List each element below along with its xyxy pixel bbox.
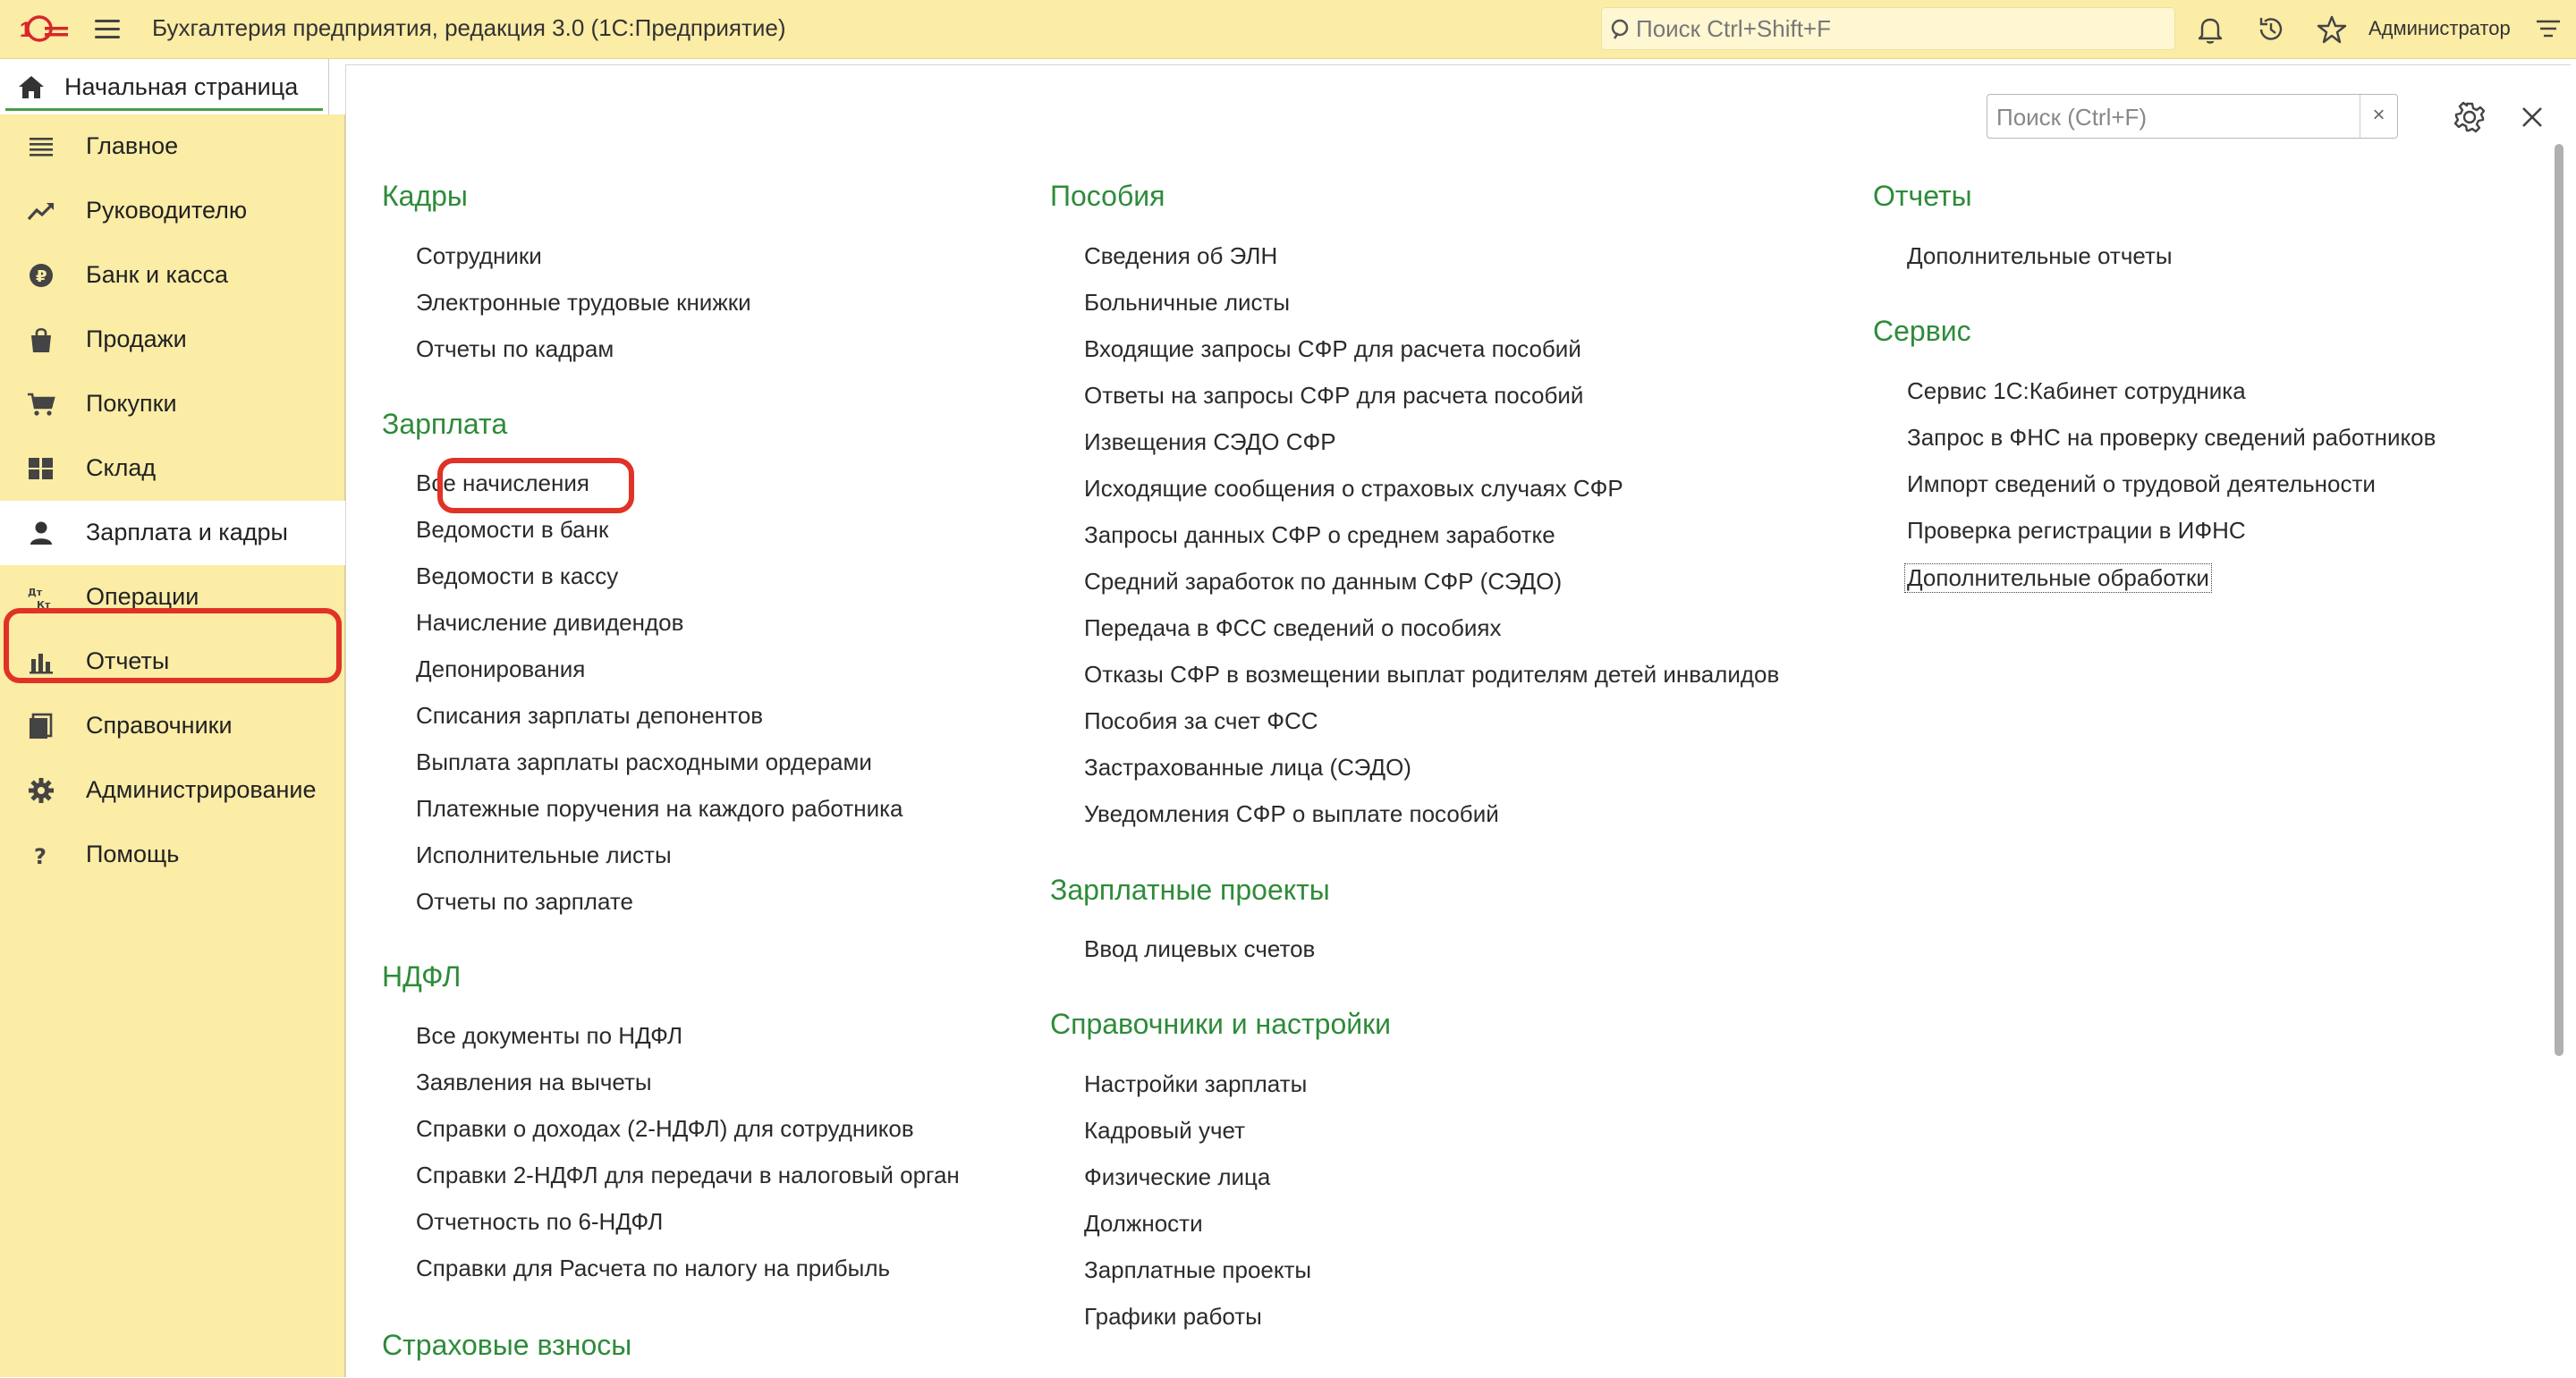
link-elektronnye-trudovye-knizhki[interactable]: Электронные трудовые книжки <box>416 289 751 316</box>
1c-logo-icon <box>13 13 70 45</box>
link-zarplatnye-proekty[interactable]: Зарплатные проекты <box>1084 1256 1312 1283</box>
link-svedeniya-eln[interactable]: Сведения об ЭЛН <box>1084 242 1278 269</box>
sidebar-item-directories[interactable] <box>0 694 345 758</box>
link-otchetnost-6ndfl[interactable]: Отчетность по 6-НДФЛ <box>416 1208 664 1235</box>
link-vedomosti-v-bank[interactable]: Ведомости в банк <box>416 516 609 543</box>
sidebar-item-label: Склад <box>86 454 157 481</box>
link-iskhodyashchie-soobshcheniya[interactable]: Исходящие сообщения о страховых случаях СФР <box>1084 475 1623 502</box>
link-zaprosy-dannykh-sfr[interactable]: Запросы данных СФР о среднем заработке <box>1084 521 1555 548</box>
global-search-box[interactable] <box>1601 7 2175 50</box>
scrollbar-thumb[interactable] <box>2555 144 2563 1056</box>
section-title-zarplata: Зарплата <box>382 408 508 440</box>
section-title-servis: Сервис <box>1873 315 1971 347</box>
link-bolnichnye-listy[interactable]: Больничные листы <box>1084 289 1291 316</box>
settings-gear-icon[interactable] <box>2453 101 2486 133</box>
link-srednii-zarabotok-sedo[interactable]: Средний заработок по данным СФР (СЭДО) <box>1084 568 1563 595</box>
link-ispolnitelnye-listy[interactable]: Исполнительные листы <box>416 841 672 868</box>
sidebar-item-manager[interactable] <box>0 179 345 243</box>
bell-icon[interactable] <box>2193 13 2227 46</box>
sidebar-item-label: Главное <box>86 132 179 159</box>
sidebar-item-label: Отчеты <box>86 647 170 674</box>
section-title-otchety: Отчеты <box>1873 180 1972 212</box>
link-spravki-2ndfl-nalogovyi-organ[interactable]: Справки 2-НДФЛ для передачи в налоговый орган <box>416 1162 960 1188</box>
link-nachislenie-dividendov[interactable]: Начисление дивидендов <box>416 609 684 636</box>
link-vedomosti-v-kassu[interactable]: Ведомости в кассу <box>416 562 619 589</box>
section-title-strakhovye-vznosy: Страховые взносы <box>382 1329 632 1361</box>
sidebar-item-label: Справочники <box>86 712 233 739</box>
sidebar-item-purchases[interactable] <box>0 372 345 436</box>
link-spravki-2ndfl-sotrudnikov[interactable]: Справки о доходах (2-НДФЛ) для сотрудников <box>416 1115 914 1142</box>
person-icon <box>27 520 55 546</box>
link-otvety-na-zaprosy-sfr[interactable]: Ответы на запросы СФР для расчета пособий <box>1084 382 1584 409</box>
global-search-input[interactable] <box>1636 13 2164 44</box>
sidebar-item-label: Банк и касса <box>86 261 228 288</box>
filter-lines-icon[interactable] <box>2531 13 2565 46</box>
panel-search-input[interactable] <box>1996 102 2336 132</box>
link-grafiki-raboty[interactable]: Графики работы <box>1084 1303 1262 1330</box>
link-otkazy-sfr[interactable]: Отказы СФР в возмещении выплат родителям детей инвалидов <box>1084 661 1780 688</box>
sidebar-item-operations[interactable] <box>0 565 345 630</box>
svg-text:1: 1 <box>20 18 32 42</box>
link-sotrudniki[interactable]: Сотрудники <box>416 242 542 269</box>
link-deponirovaniya[interactable]: Депонирования <box>416 655 586 682</box>
user-name[interactable]: Администратор <box>2368 17 2511 39</box>
vertical-scrollbar[interactable] <box>2552 144 2566 1378</box>
sidebar-item-label: Операции <box>86 583 199 610</box>
link-vyplata-raskhodnymi-orderami[interactable]: Выплата зарплаты расходными ордерами <box>416 748 872 775</box>
main-menu-button[interactable] <box>89 14 125 45</box>
section-title-posobiya: Пособия <box>1050 180 1165 212</box>
sidebar-item-label: Покупки <box>86 390 177 417</box>
link-spisaniya-zarplaty-deponentov[interactable]: Списания зарплаты депонентов <box>416 702 764 729</box>
link-posobiya-za-schet-fss[interactable]: Пособия за счет ФСС <box>1084 707 1318 734</box>
sidebar-item-label: Зарплата и кадры <box>86 519 288 545</box>
search-icon <box>1609 17 1634 42</box>
warehouse-grid-icon <box>27 455 55 482</box>
link-vvod-litsevykh-schetov[interactable]: Ввод лицевых счетов <box>1084 935 1316 962</box>
dt-kt-icon <box>27 584 55 611</box>
link-platezhnye-porucheniya[interactable]: Платежные поручения на каждого работника <box>416 795 903 822</box>
history-icon[interactable] <box>2254 13 2288 46</box>
link-vse-dokumenty-ndfl[interactable]: Все документы по НДФЛ <box>416 1022 683 1049</box>
section-title-zarplatnye-proekty: Зарплатные проекты <box>1050 874 1330 906</box>
link-proverka-registratsii-ifns[interactable]: Проверка регистрации в ИФНС <box>1907 517 2246 544</box>
tab-home[interactable] <box>0 59 329 114</box>
trend-up-icon <box>27 198 55 224</box>
sidebar-item-bank[interactable] <box>0 243 345 308</box>
link-otchety-po-zarplate[interactable]: Отчеты по зарплате <box>416 888 633 915</box>
panel-search-box[interactable] <box>1987 94 2398 139</box>
link-dopolnitelnye-otchety[interactable]: Дополнительные отчеты <box>1907 242 2173 269</box>
link-servis-kabinet-sotrudnika[interactable]: Сервис 1С:Кабинет сотрудника <box>1907 377 2246 404</box>
svg-text:?: ? <box>34 844 47 868</box>
shopping-bag-icon <box>27 326 55 353</box>
section-title-spravochniki-nastroiki: Справочники и настройки <box>1050 1008 1391 1040</box>
link-zapros-v-fns[interactable]: Запрос в ФНС на проверку сведений работников <box>1907 424 2436 451</box>
sidebar-item-label: Администрирование <box>86 776 317 803</box>
link-peredacha-v-fss[interactable]: Передача в ФСС сведений о пособиях <box>1084 614 1502 641</box>
tab-active-underline <box>5 108 323 111</box>
main-panel <box>345 64 2571 1377</box>
section-title-kadry: Кадры <box>382 180 468 212</box>
star-icon[interactable] <box>2315 13 2349 46</box>
link-nastroiki-zarplaty[interactable]: Настройки зарплаты <box>1084 1070 1308 1097</box>
link-vse-nachisleniya[interactable]: Все начисления <box>416 469 589 496</box>
sidebar-item-salary-hr[interactable] <box>0 501 345 565</box>
tab-home-label: Начальная страница <box>64 73 299 100</box>
sidebar-item-reports[interactable] <box>0 630 345 694</box>
link-import-svedenii[interactable]: Импорт сведений о трудовой деятельности <box>1907 470 2376 497</box>
link-vkhodyashchie-zaprosy-sfr[interactable]: Входящие запросы СФР для расчета пособий <box>1084 335 1581 362</box>
svg-text:Кт: Кт <box>37 599 51 611</box>
link-spravki-dlya-rascheta-nalog-pribyl[interactable]: Справки для Расчета по налогу на прибыль <box>416 1255 891 1281</box>
link-dopolnitelnye-obrabotki[interactable]: Дополнительные обработки <box>1904 563 2212 593</box>
home-icon <box>16 73 47 100</box>
section-title-ndfl: НДФЛ <box>382 960 462 993</box>
link-otchety-po-kadram[interactable]: Отчеты по кадрам <box>416 335 614 362</box>
svg-text:₽: ₽ <box>36 267 47 286</box>
sidebar-item-help[interactable] <box>0 823 345 887</box>
link-uvedomleniya-sfr[interactable]: Уведомления СФР о выплате пособий <box>1084 800 1499 827</box>
svg-text:Дт: Дт <box>28 587 43 598</box>
close-icon[interactable] <box>2518 103 2546 131</box>
link-dolzhnosti[interactable]: Должности <box>1084 1210 1203 1237</box>
gear-icon <box>27 777 55 804</box>
books-icon <box>27 713 55 740</box>
sidebar <box>0 114 345 1377</box>
sidebar-item-sales[interactable] <box>0 308 345 372</box>
link-zayavleniya-na-vychety[interactable]: Заявления на вычеты <box>416 1069 652 1095</box>
sidebar-item-label: Помощь <box>86 841 180 867</box>
sidebar-item-label: Руководителю <box>86 197 248 224</box>
top-bar <box>0 0 2576 59</box>
link-fizicheskie-litsa[interactable]: Физические лица <box>1084 1163 1271 1190</box>
sidebar-item-main[interactable] <box>0 114 345 179</box>
clear-search-button[interactable]: × <box>2360 95 2397 138</box>
bar-chart-icon <box>27 648 55 675</box>
link-izveshcheniya-sedo[interactable]: Извещения СЭДО СФР <box>1084 428 1336 455</box>
link-kadrovyi-uchet[interactable]: Кадровый учет <box>1084 1117 1245 1144</box>
sidebar-item-admin[interactable] <box>0 758 345 823</box>
menu-lines-icon <box>27 133 55 160</box>
sidebar-item-label: Продажи <box>86 325 187 352</box>
ruble-coin-icon <box>27 262 55 289</box>
cart-icon <box>27 391 55 418</box>
question-icon <box>27 841 55 868</box>
link-zastrakhovannye-litsa[interactable]: Застрахованные лица (СЭДО) <box>1084 754 1411 781</box>
app-title: Бухгалтерия предприятия, редакция 3.0 (1С:Предприятие) <box>152 14 786 41</box>
sidebar-item-warehouse[interactable] <box>0 436 345 501</box>
